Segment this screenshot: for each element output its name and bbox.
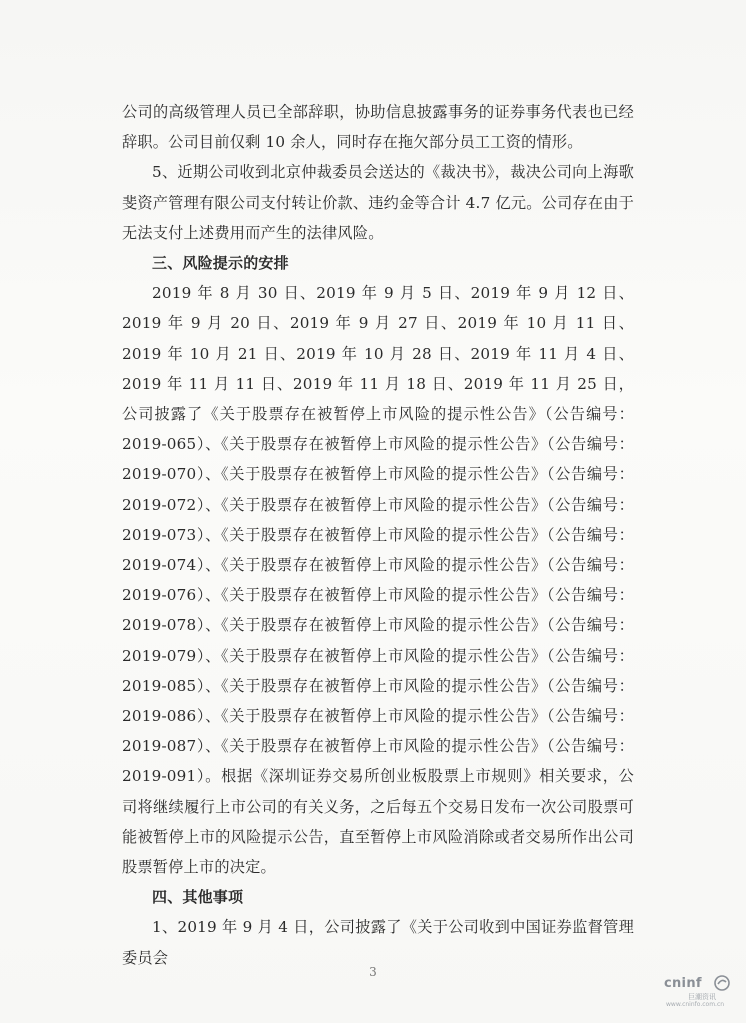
section-heading-risk-arrangement: 三、风险提示的安排 (152, 254, 289, 273)
watermark-url: www.cninfo.com.cn (666, 1001, 725, 1008)
paragraph-staff-status: 公司的高级管理人员已全部辞职，协助信息披露事务的证券事务代表也已经辞职。公司目前仅剩 10 余人，同时存在拖欠部分员工工资的情形。 (122, 103, 634, 152)
page-number: 3 (369, 965, 377, 979)
paragraph-other-matters-1: 1、2019 年 9 月 4 日，公司披露了《关于公司收到中国证券监督管理委员会 (122, 918, 634, 967)
watermark-subtitle: 巨潮资讯 (688, 993, 716, 1001)
paragraph-risk-announcements: 2019 年 8 月 30 日、2019 年 9 月 5 日、2019 年 9 月 12 日、2019 年 9 月 20 日、2019 年 9 月 27 日、2019 年 10 月 11 日、2019 年 10 月 21 日、2019 年 10 月 28 日、2019 年 11 月 4 日、2019 年 11 月 11 日、2019 年 11 月 18 日、2019 年 11 月 25 日，公司披露了《关于股票存在被暂停上市风险的提示性公告》（公告编号：2019-065）、《关于股票存在被暂停上市风险的提示性公告》（公告编号：2019-070）、《关于股票存在被暂停上市风险的提示性公告》（公告编号：2019-072）、《关于股票存在被暂停上市风险的提示性公告》（公告编号：2019-073）、《关于股票存在被暂停上市风险的提示性公告》（公告编号：2019-074）、《关于股票存在被暂停上市风险的提示性公告》（公告编号：2019-076）、《关于股票存在被暂停上市风险的提示性公告》（公告编号：2019-078）、《关于股票存在被暂停上市风险的提示性公告》（公告编号：2019-079）、《关于股票存在被暂停上市风险的提示性公告》（公告编号：2019-085）、《关于股票存在被暂停上市风险的提示性公告》（公告编号：2019-086）、《关于股票存在被暂停上市风险的提示性公告》（公告编号：2019-087）、《关于股票存在被暂停上市风险的提示性公告》（公告编号：2019-091）。根据《深圳证券交易所创业板股票上市规则》相关要求，公司将继续履行上市公司的有关义务，之后每五个交易日发布一次公司股票可能被暂停上市的风险提示公告，直至暂停上市风险消除或者交易所作出公司股票暂停上市的决定。 (122, 284, 634, 877)
cninfo-watermark (638, 972, 738, 1008)
document-body (122, 97, 634, 973)
cninfo-logo-icon (714, 975, 730, 991)
watermark-brand: cninf (664, 976, 702, 991)
paragraph-arbitration: 5、近期公司收到北京仲裁委员会送达的《裁决书》，裁决公司向上海歌斐资产管理有限公司支付转让价款、违约金等合计 4.7 亿元。公司存在由于无法支付上述费用而产生的法律风险。 (122, 163, 634, 242)
section-heading-other-matters: 四、其他事项 (152, 888, 244, 907)
